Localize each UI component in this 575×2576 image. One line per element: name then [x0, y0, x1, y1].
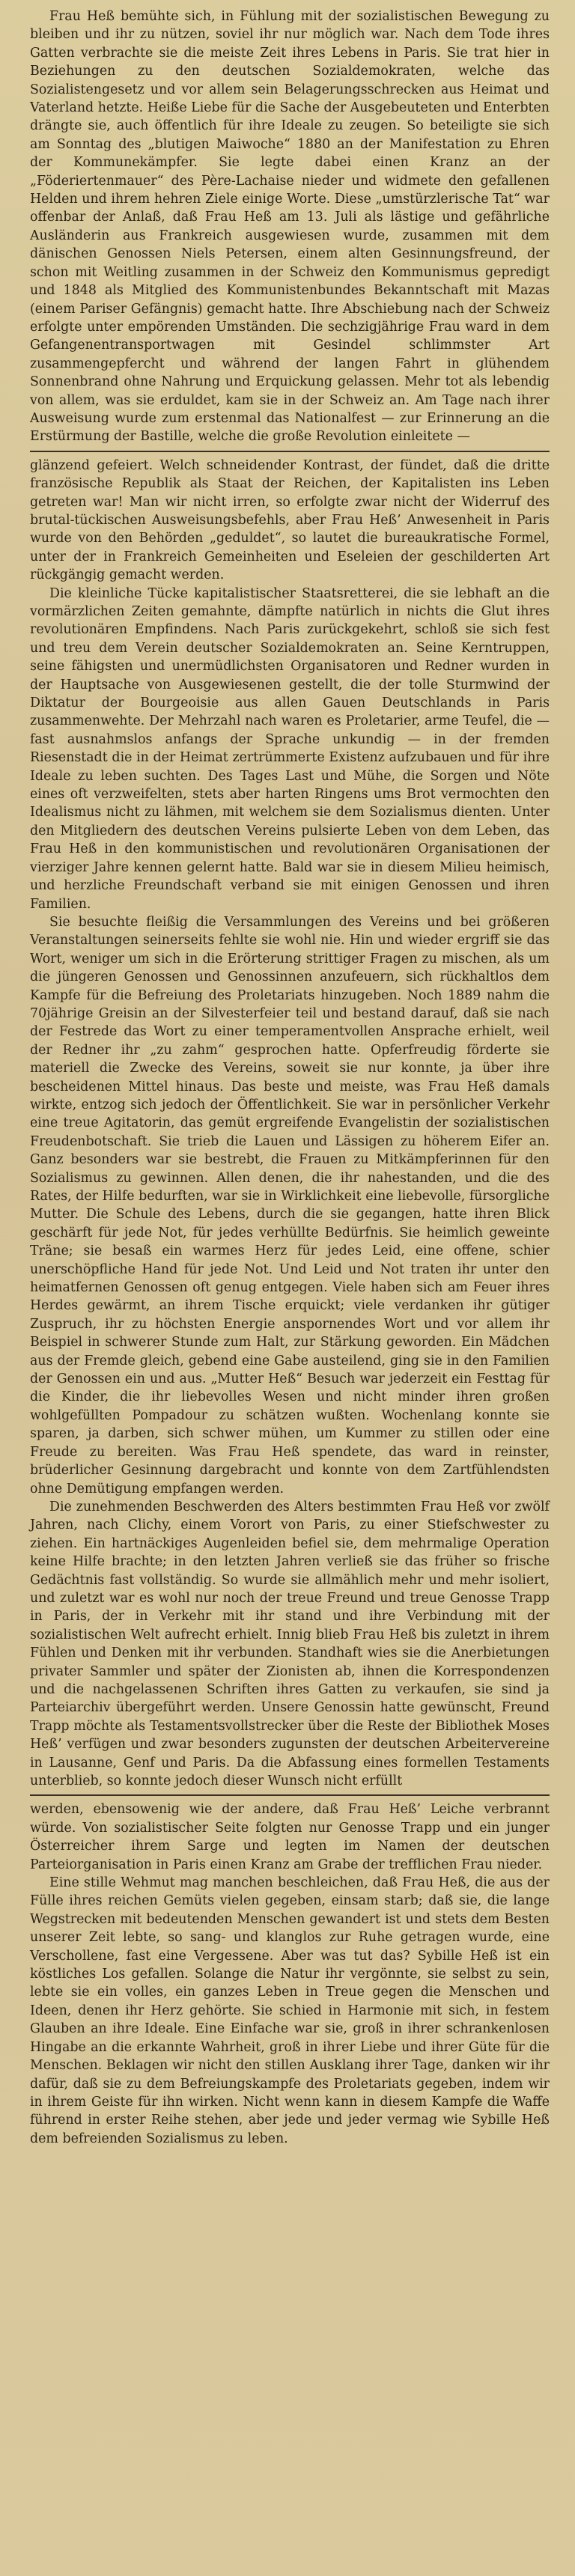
paragraph: Eine stille Wehmut mag manchen beschleichen, daß Frau Heß, die aus der Fülle ihres reichen Gemüts vielen gegeben, einsam starb; daß sie, die lange Wegstrecken mit bedeutenden Menschen gewandert ist und stets dem Besten unserer Zeit lebte, so sang- und klanglos zur Ruhe getragen wurde, eine Verschollene, fast eine Vergessene. Aber was tut das? Sybille Heß ist ein köstliches Los gefallen. Solange die Natur ihr vergönnte, sie selbst zu sein, lebte sie ein volles, ein ganzes Leben in Treue gegen die Menschen und Ideen, denen ihr Herz gehörte. Sie schied in Harmonie mit sich, in festem Glauben an ihre Ideale. Eine Einfache war sie, groß in ihrer schrankenlosen Hingabe an die erkannte Wahrheit, groß in ihrer Liebe und ihrer Güte für die Menschen. Beklagen wir nicht den stillen Ausklang ihrer Tage, danken wir ihr dafür, daß sie zu dem Befreiungskampfe des Proletariats gegeben, indem wir in ihrem Geiste für ihn wirken. Nicht wenn kann in diesem Kampfe die Waffe führend in erster Reihe stehen, aber jede und jeder vermag wie Sybille Heß dem befreienden Sozialismus zu leben.	[30, 1875, 550, 2146]
paragraph: glänzend gefeiert. Welch schneidender Kontrast, der fündet, daß die dritte französische Republik als Staat der Reichen, der Kapitalisten ins Leben getreten war! Man wir nicht irren, so erfolgte zwar nicht der Widerruf des brutal-tückischen Ausweisungsbefehls, aber Frau Heß’ Anwesenheit in Paris wurde von den Behörden „geduldet“, so lautet die bureaukratische Formel, unter der in Frankreich Gemeinheiten und Eseleien der geschilderten Art rückgängig gemacht werden.	[30, 457, 550, 583]
paragraph: Die zunehmenden Beschwerden des Alters bestimmten Frau Heß vor zwölf Jahren, nach Clichy, einem Vorort von Paris, zu einer Stiefschwester zu ziehen. Ein hartnäckiges Augenleiden befiel sie, dem mehrmalige Operation keine Hilfe brachte; in den letzten Jahren verließ sie das früher so frische Gedächtnis fast vollständig. So wurde sie allmählich mehr und mehr isoliert, und zuletzt war es wohl nur noch der treue Freund und treue Genosse Trapp in Paris, der in Verkehr mit ihr stand und ihre Verbindung mit der sozialistischen Welt aufrecht erhielt. Innig blieb Frau Heß bis zuletzt in ihrem Fühlen und Denken mit ihr verbunden. Standhaft wies sie die Anerbietungen privater Sammler und später der Zionisten ab, ihnen die Korrespondenzen und die nachgelassenen Schriften ihres Gatten zu verkaufen, sie sind ja Parteiarchiv übergeführt werden. Unsere Genossin hatte gewünscht, Freund Trapp möchte als Testamentsvollstrecker über die Reste der Bibliothek Moses Heß’ verfügen und zwar besonders zugunsten der deutschen Arbeitervereine in Lausanne, Genf und Paris. Da die Abfassung eines formellen Testaments unterblieb, so konnte jedoch dieser Wunsch nicht erfüllt	[30, 1499, 550, 1788]
paragraph: werden, ebensowenig wie der andere, daß Frau Heß’ Leiche verbrannt würde. Von sozialistischer Seite folgten nur Genosse Trapp und ein junger Österreicher ihrem Sarge und legten im Namen der deutschen Parteiorganisation in Paris einen Kranz am Grabe der trefflichen Frau nieder.	[30, 1802, 550, 1872]
paragraph: Sie besuchte fleißig die Versammlungen des Vereins und bei größeren Veranstaltungen seinerseits fehlte sie wohl nie. Hin und wieder ergriff sie das Wort, weniger um sich in die Erörterung strittiger Fragen zu mischen, als um die jüngeren Genossen und Genossinnen anzufeuern, sich rückhaltlos dem Kampfe für die Befreiung des Proletariats hinzugeben. Noch 1889 nahm die 70jährige Greisin an der Silvesterfeier teil und bestand darauf, daß sie nach der Festrede das Wort zu einer temperamentvollen Ansprache erhielt, weil der Redner ihr „zu zahm“ gesprochen hatte. Opferfreudig förderte sie materiell die Zwecke des Vereins, soweit sie nur konnte, ja über ihre bescheidenen Mittel hinaus. Das beste und meiste, was Frau Heß damals wirkte, entzog sich jedoch der Öffentlichkeit. Sie war in persönlicher Verkehr eine treue Agitatorin, das gemüt ergreifende Evangelistin der sozialistischen Freudenbotschaft. Sie trieb die Lauen und Lässigen zu höherem Eifer an. Ganz besonders war sie bestrebt, die Frauen zu Mitkämpferinnen für den Sozialismus zu gewinnen. Allen denen, die ihr nahestanden, und die des Rates, der Hilfe bedurften, war sie in Wirklichkeit eine liebevolle, fürsorgliche Mutter. Die Schule des Lebens, durch die sie gegangen, hatte ihren Blick geschärft für jede Not, für jedes verhüllte Bedürfnis. Sie heimlich geweinte Träne; sie besaß ein warmes Herz für jedes Leid, eine offene, schier unerschöpfliche Hand für jede Not. Und Leid und Not traten ihr unter den heimatfernen Genossen oft genug entgegen. Viele haben sich am Feuer ihres Herdes gewärmt, an ihrem Tische erquickt; viele verdanken ihr gütiger Zuspruch, ihr zu höchsten Energie anspornendes Wort und vor allem ihr Beispiel in schwerer Stunde zum Halt, zur Stärkung geworden. Ein Mädchen aus der Fremde gleich, gebend eine Gabe austeilend, ging sie in den Familien der Genossen ein und aus. „Mutter Heß“ Besuch war jederzeit ein Festtag für die Kinder, die ihr liebevolles Wesen und nicht minder ihren großen wohlgefüllten Pompadour zu schätzen wußten. Wochenlang konnte sie sparen, ja darben, sich schwer mühen, um Kummer zu stillen oder eine Freude zu bereiten. Was Frau Heß spendete, das ward in reinster, brüderlicher Gesinnung dargebracht und konnte von dem Zartfühlendsten ohne Demütigung empfangen werden.	[30, 914, 550, 1496]
column-divider-rule	[30, 451, 550, 452]
paragraph: Die kleinliche Tücke kapitalistischer Staatsretterei, die sie lebhaft an die vormärzlichen Zeiten gemahnte, dämpfte natürlich in nichts die Glut ihres revolutionären Empfindens. Nach Paris zurückgekehrt, schloß sie sich fest und treu dem Verein deutscher Sozialdemokraten an. Seine Kerntruppen, seine fähigsten und unermüdlichsten Organisatoren und Redner wurden in der Hauptsache von Ausgewiesenen gestellt, die der tolle Sturmwind der Diktatur der Bourgeoisie aus allen Gauen Deutschlands in Paris zusammenwehte. Der Mehrzahl nach waren es Proletarier, arme Teufel, die — fast ausnahmslos anfangs der Sprache unkundig — in der fremden Riesenstadt die in der Heimat zertrümmerte Existenz aufzubauen und für ihre Ideale zu leben suchten. Des Tages Last und Mühe, die Sorgen und Nöte eines oft verzweifelten, stets aber harten Ringens ums Brot vermochten den Idealismus nicht zu lähmen, mit welchem sie dem Sozialismus dienten. Unter den Mitgliedern des deutschen Vereins pulsierte Leben von dem Leben, das Frau Heß in den kommunistischen und revolutionären Organisationen der vierziger Jahre kennen gelernt hatte. Bald war sie in diesem Milieu heimisch, und herzliche Freundschaft verband sie mit einigen Genossen und ihren Familien.	[30, 585, 550, 912]
article-section-2	[30, 457, 550, 1791]
paragraph: Frau Heß bemühte sich, in Fühlung mit der sozialistischen Bewegung zu bleiben und ihr zu nützen, soviel ihr nur möglich war. Nach dem Tode ihres Gatten verbrachte sie die meiste Zeit ihres Lebens in Paris. Sie trat hier in Beziehungen zu den deutschen Sozialdemokraten, welche das Sozialistengesetz und vor allem sein Belagerungsschrecken aus Heimat und Vaterland hetzte. Heiße Liebe für die Sache der Ausgebeuteten und Enterbten drängte sie, auch öffentlich für ihre Ideale zu zeugen. So beteiligte sie sich am Sonntag des „blutigen Maiwoche“ 1880 an der Manifestation zu Ehren der Kommunekämpfer. Sie legte dabei einen Kranz an der „Föderiertenmauer“ des Père-Lachaise nieder und widmete den gefallenen Helden und ihrem hehren Ziele einige Worte. Diese „umstürzlerische Tat“ war offenbar der Anlaß, daß Frau Heß am 13. Juli als lästige und gefährliche Ausländerin aus Frankreich ausgewiesen wurde, zusammen mit dem dänischen Genossen Niels Petersen, einem alten Gesinnungsfreund, der schon mit Weitling zusammen in der Schweiz den Kommunismus gepredigt und 1848 als Mitglied des Kommunistenbundes Bekanntschaft mit Mazas (einem Pariser Gefängnis) gemacht hatte. Ihre Abschiebung nach der Schweiz erfolgte unter empörenden Umständen. Die sechzigjährige Frau ward in dem Gefangenentransportwagen mit Gesindel schlimmster Art zusammengepfercht und während der langen Fahrt in glühendem Sonnenbrand ohne Nahrung und Erquickung gelassen. Mehr tot als lebendig von allem, was sie erduldet, kam sie in der Schweiz an. Am Tage nach ihrer Ausweisung wurde zum erstenmal das Nationalfest — zur Erinnerung an die Erstürmung der Bastille, welche die große Revolution einleitete —	[30, 9, 550, 445]
article-section-3	[30, 1800, 550, 2148]
article-section-1	[30, 7, 550, 446]
column-divider-rule	[30, 1794, 550, 1796]
